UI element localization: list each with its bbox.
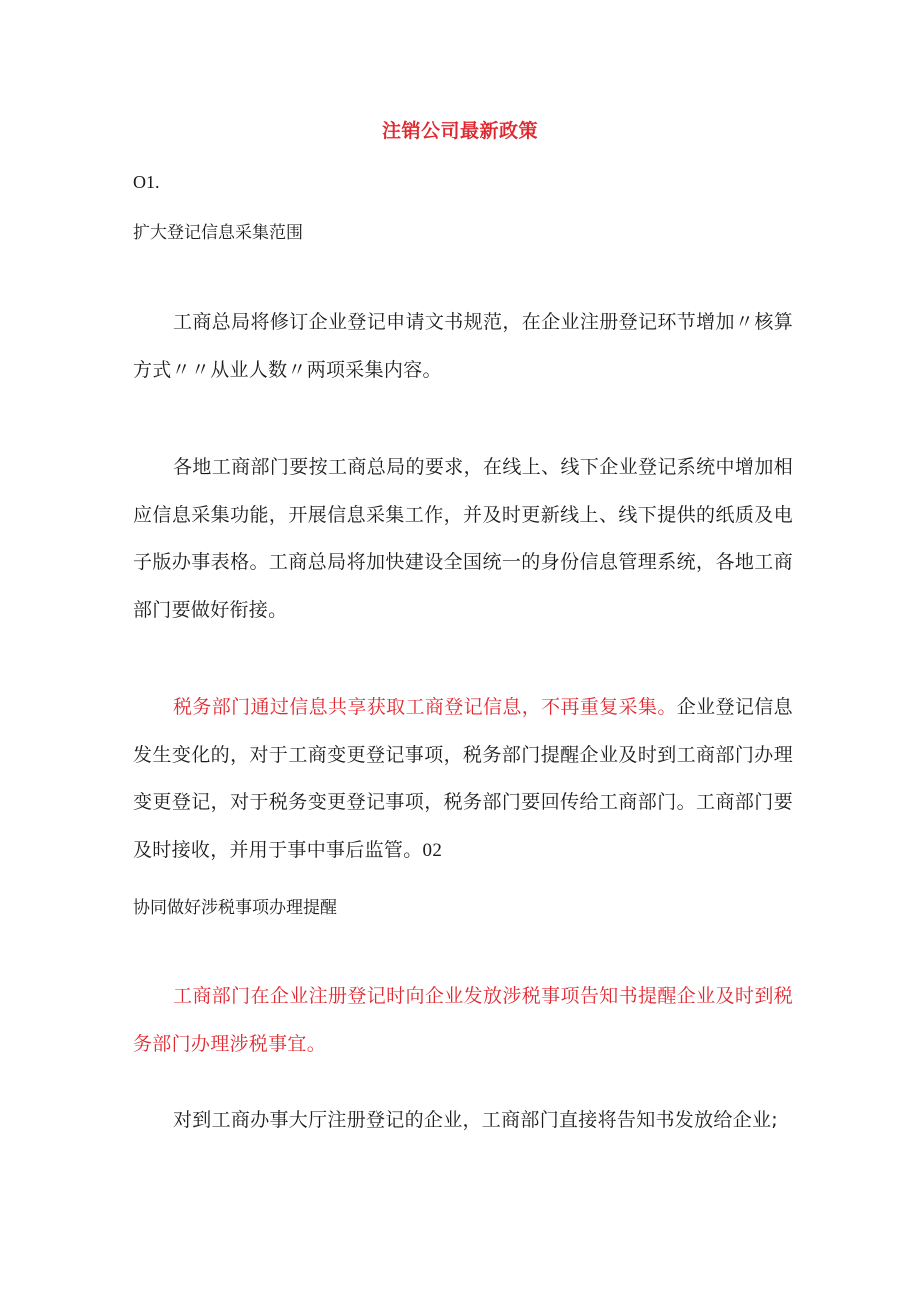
section-heading-2: 协同做好涉税事项办理提醒 [133,898,337,918]
document-title: 注销公司最新政策 [381,120,538,142]
paragraph-1: 工商总局将修订企业登记申请文书规范，在企业注册登记环节增加〃核算方式〃〃从业人数〃两项采集内容。 [133,311,793,381]
paragraph-4: 工商部门在企业注册登记时向企业发放涉税事项告知书提醒企业及时到税务部门办理涉税事宜。 [133,985,793,1055]
paragraph-2: 各地工商部门要按工商总局的要求，在线上、线下企业登记系统中增加相应信息采集功能，开展信息采集工作，并及时更新线上、线下提供的纸质及电子版办事表格。工商总局将加快建设全国统一的身份信息管理系统，各地工商部门要做好衔接。 [133,456,793,621]
paragraph-3-highlight: 税务部门通过信息共享获取工商登记信息，不再重复采集。 [173,696,677,718]
section-number-1: O1. [133,172,160,192]
section-number-2: 02 [422,839,443,861]
section-heading-1: 扩大登记信息采集范围 [133,223,303,243]
paragraph-3-body: 企业登记信息发生变化的，对于工商变更登记事项，税务部门提醒企业及时到工商部门办理变更登记，对于税务变更登记事项，税务部门要回传给工商部门。工商部门要及时接收，并用于事中事后监管。 [133,696,793,861]
paragraph-5: 对到工商办事大厅注册登记的企业，工商部门直接将告知书发放给企业; [173,1109,779,1131]
paragraph-3 [133,684,793,874]
